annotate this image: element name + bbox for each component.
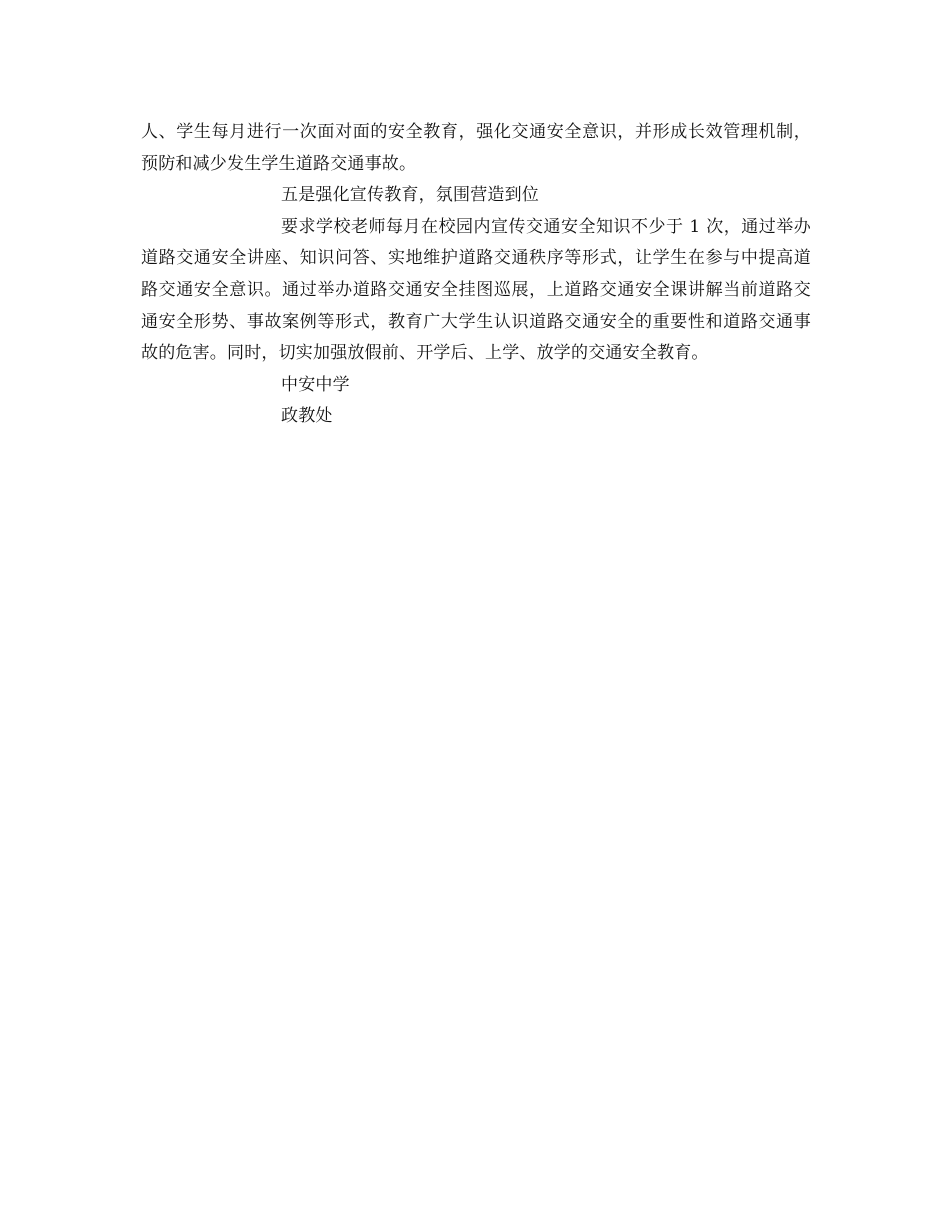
document-body	[141, 117, 811, 433]
signature-school: 中安中学	[281, 374, 350, 395]
paragraph-continuation: 人、学生每月进行一次面对面的安全教育，强化交通安全意识，并形成长效管理机制，预防和减少发生学生道路交通事故。	[141, 122, 811, 174]
paragraph-publicity: 要求学校老师每月在校园内宣传交通安全知识不少于 1 次，通过举办道路交通安全讲座、知识问答、实地维护道路交通秩序等形式，让学生在参与中提高道路交通安全意识。通过举办道路交通安全挂图巡展，上道路交通安全课讲解当前道路交通安全形势、事故案例等形式，教育广大学生认识道路交通安全的重要性和道路交通事故的危害。同时，切实加强放假前、开学后、上学、放学的交通安全教育。	[141, 216, 811, 364]
signature-department: 政教处	[281, 406, 333, 427]
section-heading: 五是强化宣传教育，氛围营造到位	[281, 185, 539, 206]
